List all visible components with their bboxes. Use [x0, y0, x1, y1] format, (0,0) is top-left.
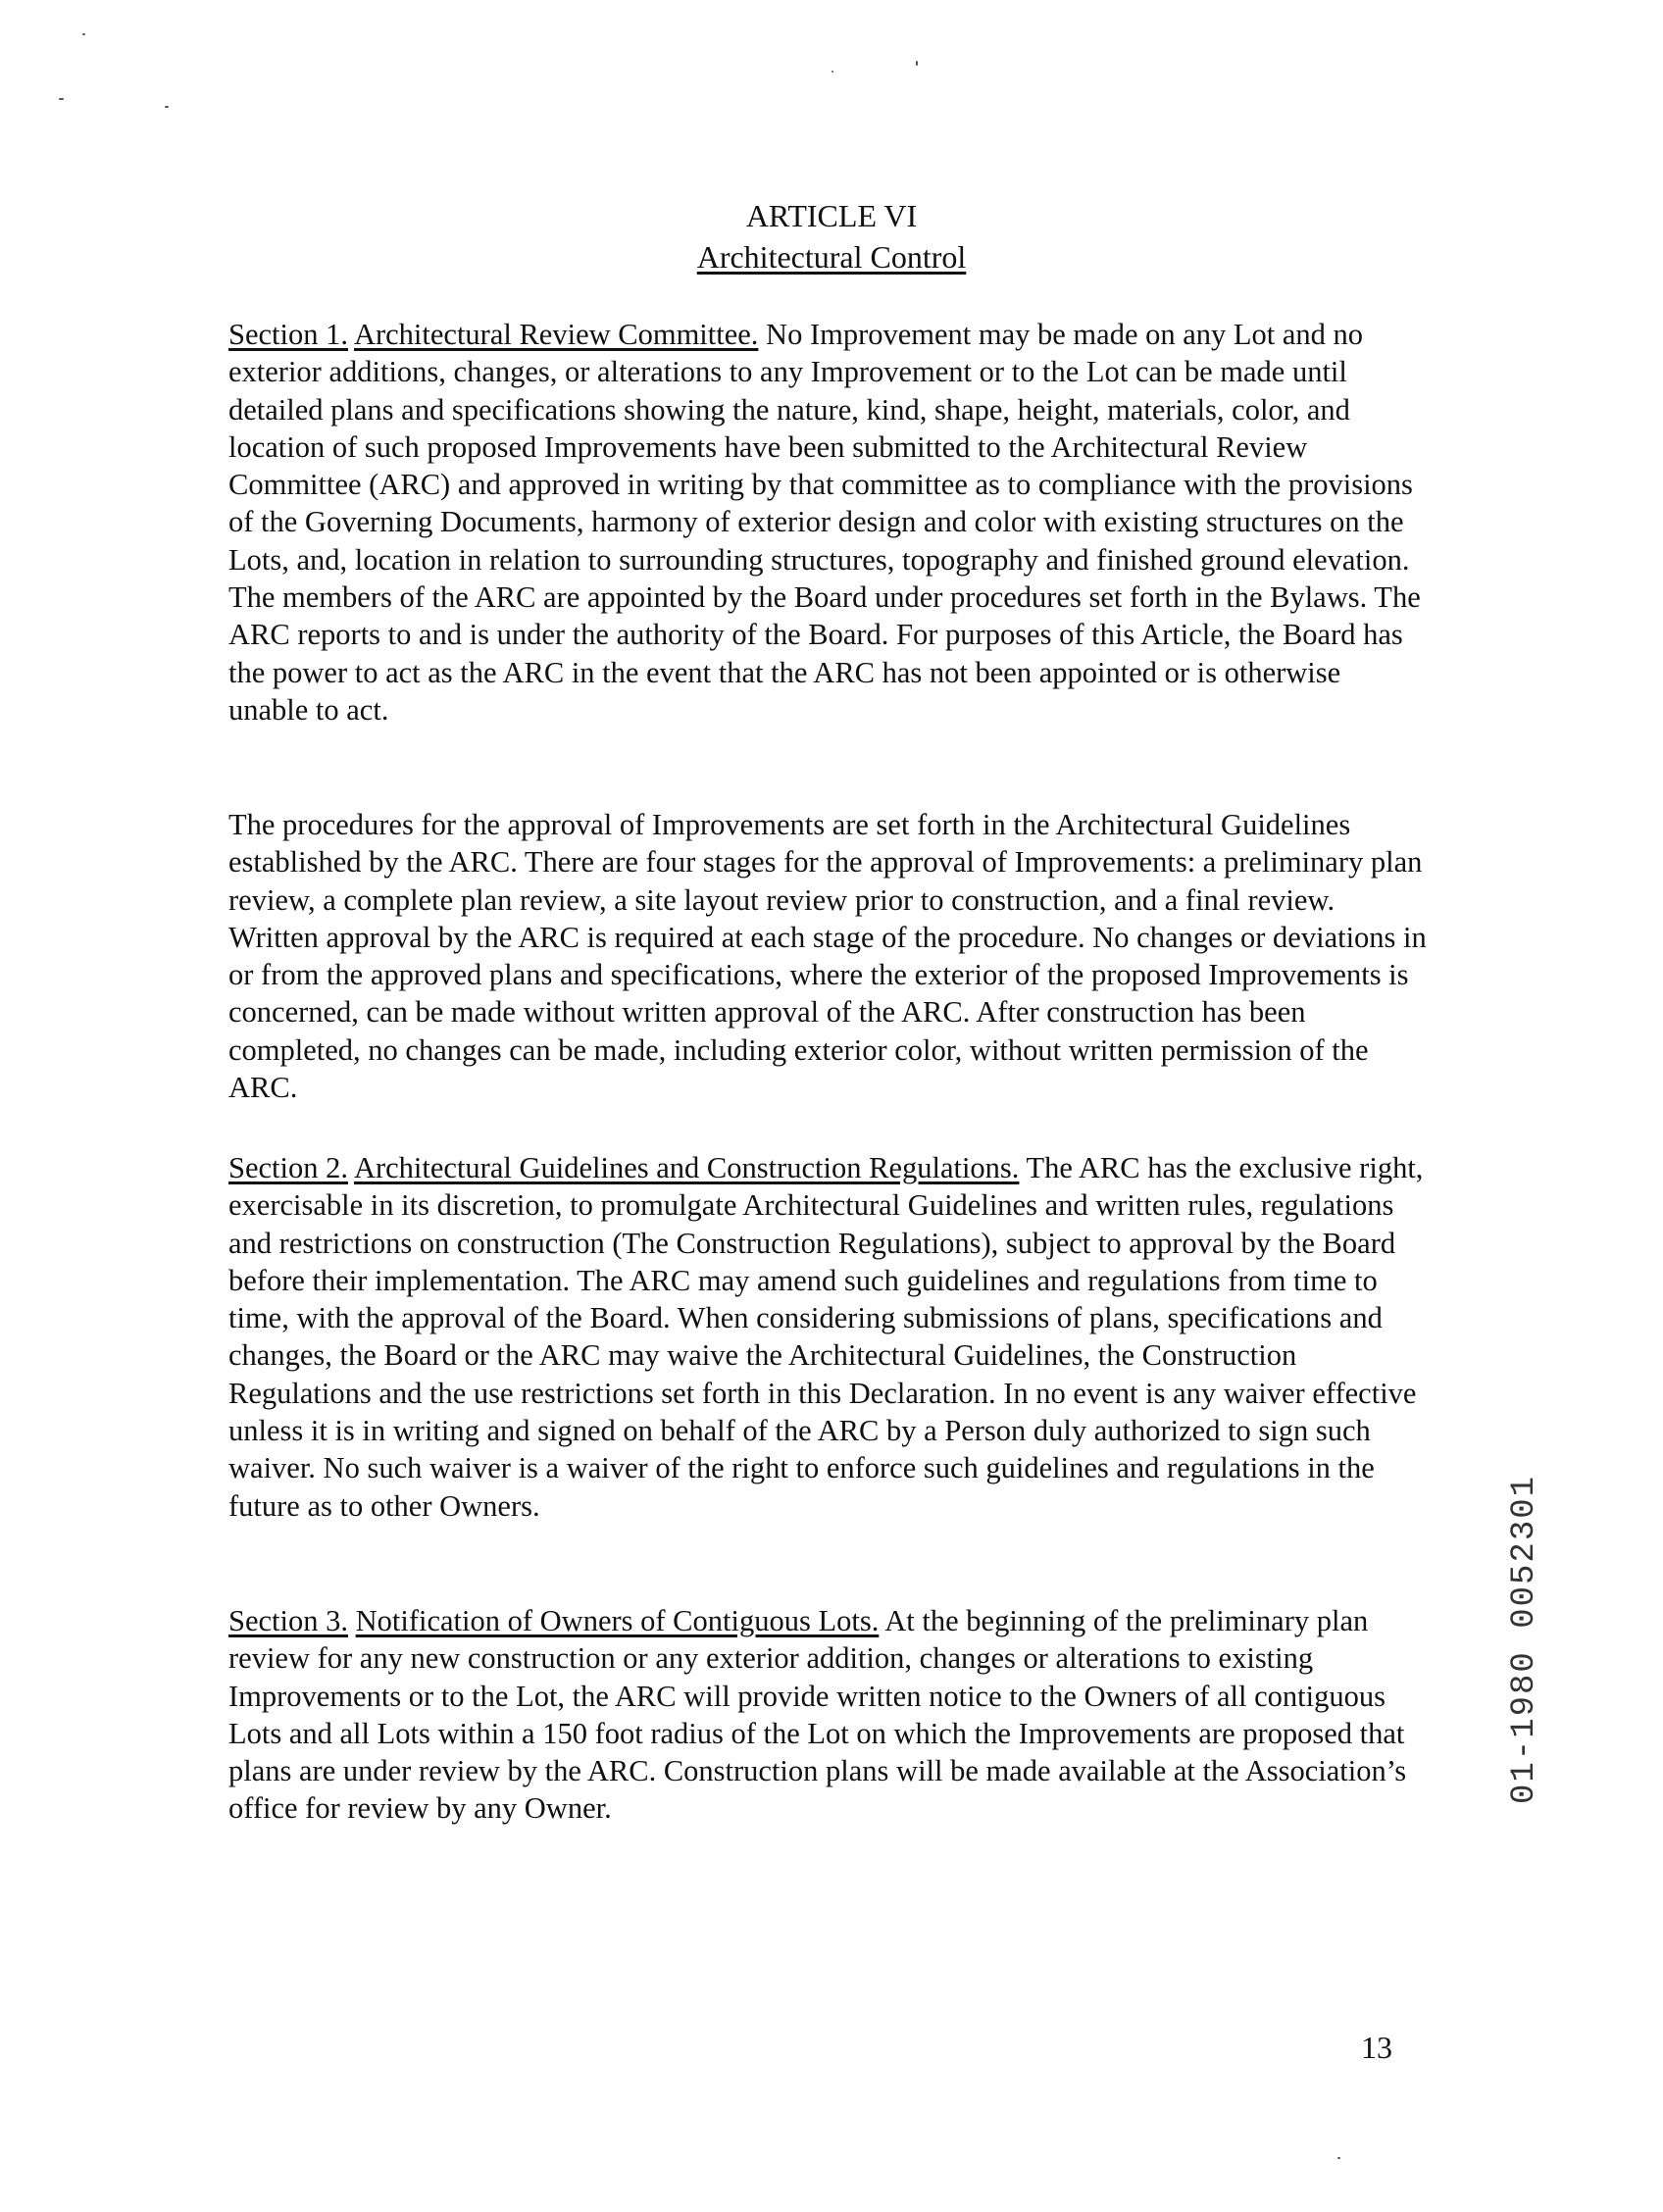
section-3-paragraph	[228, 1602, 1427, 1828]
scan-speck	[59, 98, 64, 100]
section-2-paragraph	[228, 1149, 1427, 1525]
procedures-text: The procedures for the approval of Improvements are set forth in the Architectural Guidelines established by the ARC. There are four stages for the approval of Improvements: a preliminary plan review, a complete plan review, a site layout review prior to construction, and a final review. Written approval by the ARC is required at each stage of the procedure. No changes or deviations in or from the approved plans and specifications, where the exterior of the proposed Improvements is concerned, can be made without written approval of the ARC. After construction has been completed, no changes can be made, including exterior color, without written permission of the ARC.	[228, 808, 1427, 1105]
section-3-text: At the beginning of the preliminary plan review for any new construction or any exterior addition, changes or alterations to existing Improvements or to the Lot, the ARC will provide written notice to the Owners of all contiguous Lots and all Lots within a 150 foot radius of the Lot on which the Improvements are proposed that plans are under review by the ARC. Construction plans will be made available at the Association’s office for review by any Owner.	[228, 1604, 1407, 1826]
section-2-title: Architectural Guidelines and Construction Regulations.	[353, 1151, 1020, 1184]
section-1-title: Architectural Review Committee.	[353, 318, 759, 351]
section-1-paragraph	[228, 316, 1427, 729]
scan-speck	[916, 61, 918, 66]
section-1-text: No Improvement may be made on any Lot and no exterior additions, changes, or alterations to any Improvement or to the Lot can be made until detailed plans and specifications showing the nature, kind, shape, height, materials, color, and location of such proposed Improvements have been submitted to the Architectural Review Committee (ARC) and approved in writing by that committee as to compliance with the provisions of the Governing Documents, harmony of exterior design and color with existing structures on the Lots, and, location in relation to surrounding structures, topography and finished ground elevation. The members of the ARC are appointed by the Board under procedures set forth in the Bylaws. The ARC reports to and is under the authority of the Board. For purposes of this Article, the Board has the power to act as the ARC in the event that the ARC has not been appointed or is otherwise unable to act.	[228, 318, 1421, 727]
recording-stamp: 01-1980 0052301	[1506, 1474, 1543, 1804]
procedures-paragraph	[228, 806, 1427, 1106]
section-3-label: Section 3.	[228, 1604, 348, 1637]
article-title: Architectural Control	[696, 239, 967, 275]
section-2-text: The ARC has the exclusive right, exercisable in its discretion, to promulgate Architectural Guidelines and written rules, regulations and restrictions on construction (The Construction Regulations), subject to approval by the Board before their implementation. The ARC may amend such guidelines and regulations from time to time, with the approval of the Board. When considering submissions of plans, specifications and changes, the Board or the ARC may waive the Architectural Guidelines, the Construction Regulations and the use restrictions set forth in this Declaration. In no event is any waiver effective unless it is in writing and signed on behalf of the ARC by a Person duly authorized to sign such waiver. No such waiver is a waiver of the right to enforce such guidelines and regulations in the future as to other Owners.	[228, 1151, 1424, 1523]
section-2-label: Section 2.	[228, 1151, 348, 1184]
page-number: 13	[1361, 2030, 1392, 2065]
section-1-label: Section 1.	[228, 318, 348, 351]
section-3-title: Notification of Owners of Contiguous Lots.	[355, 1604, 880, 1637]
scan-speck	[832, 71, 833, 73]
article-number: ARTICLE VI	[745, 198, 918, 233]
scan-speck	[82, 33, 85, 35]
scan-speck	[1337, 2157, 1340, 2159]
scan-speck	[165, 106, 169, 108]
